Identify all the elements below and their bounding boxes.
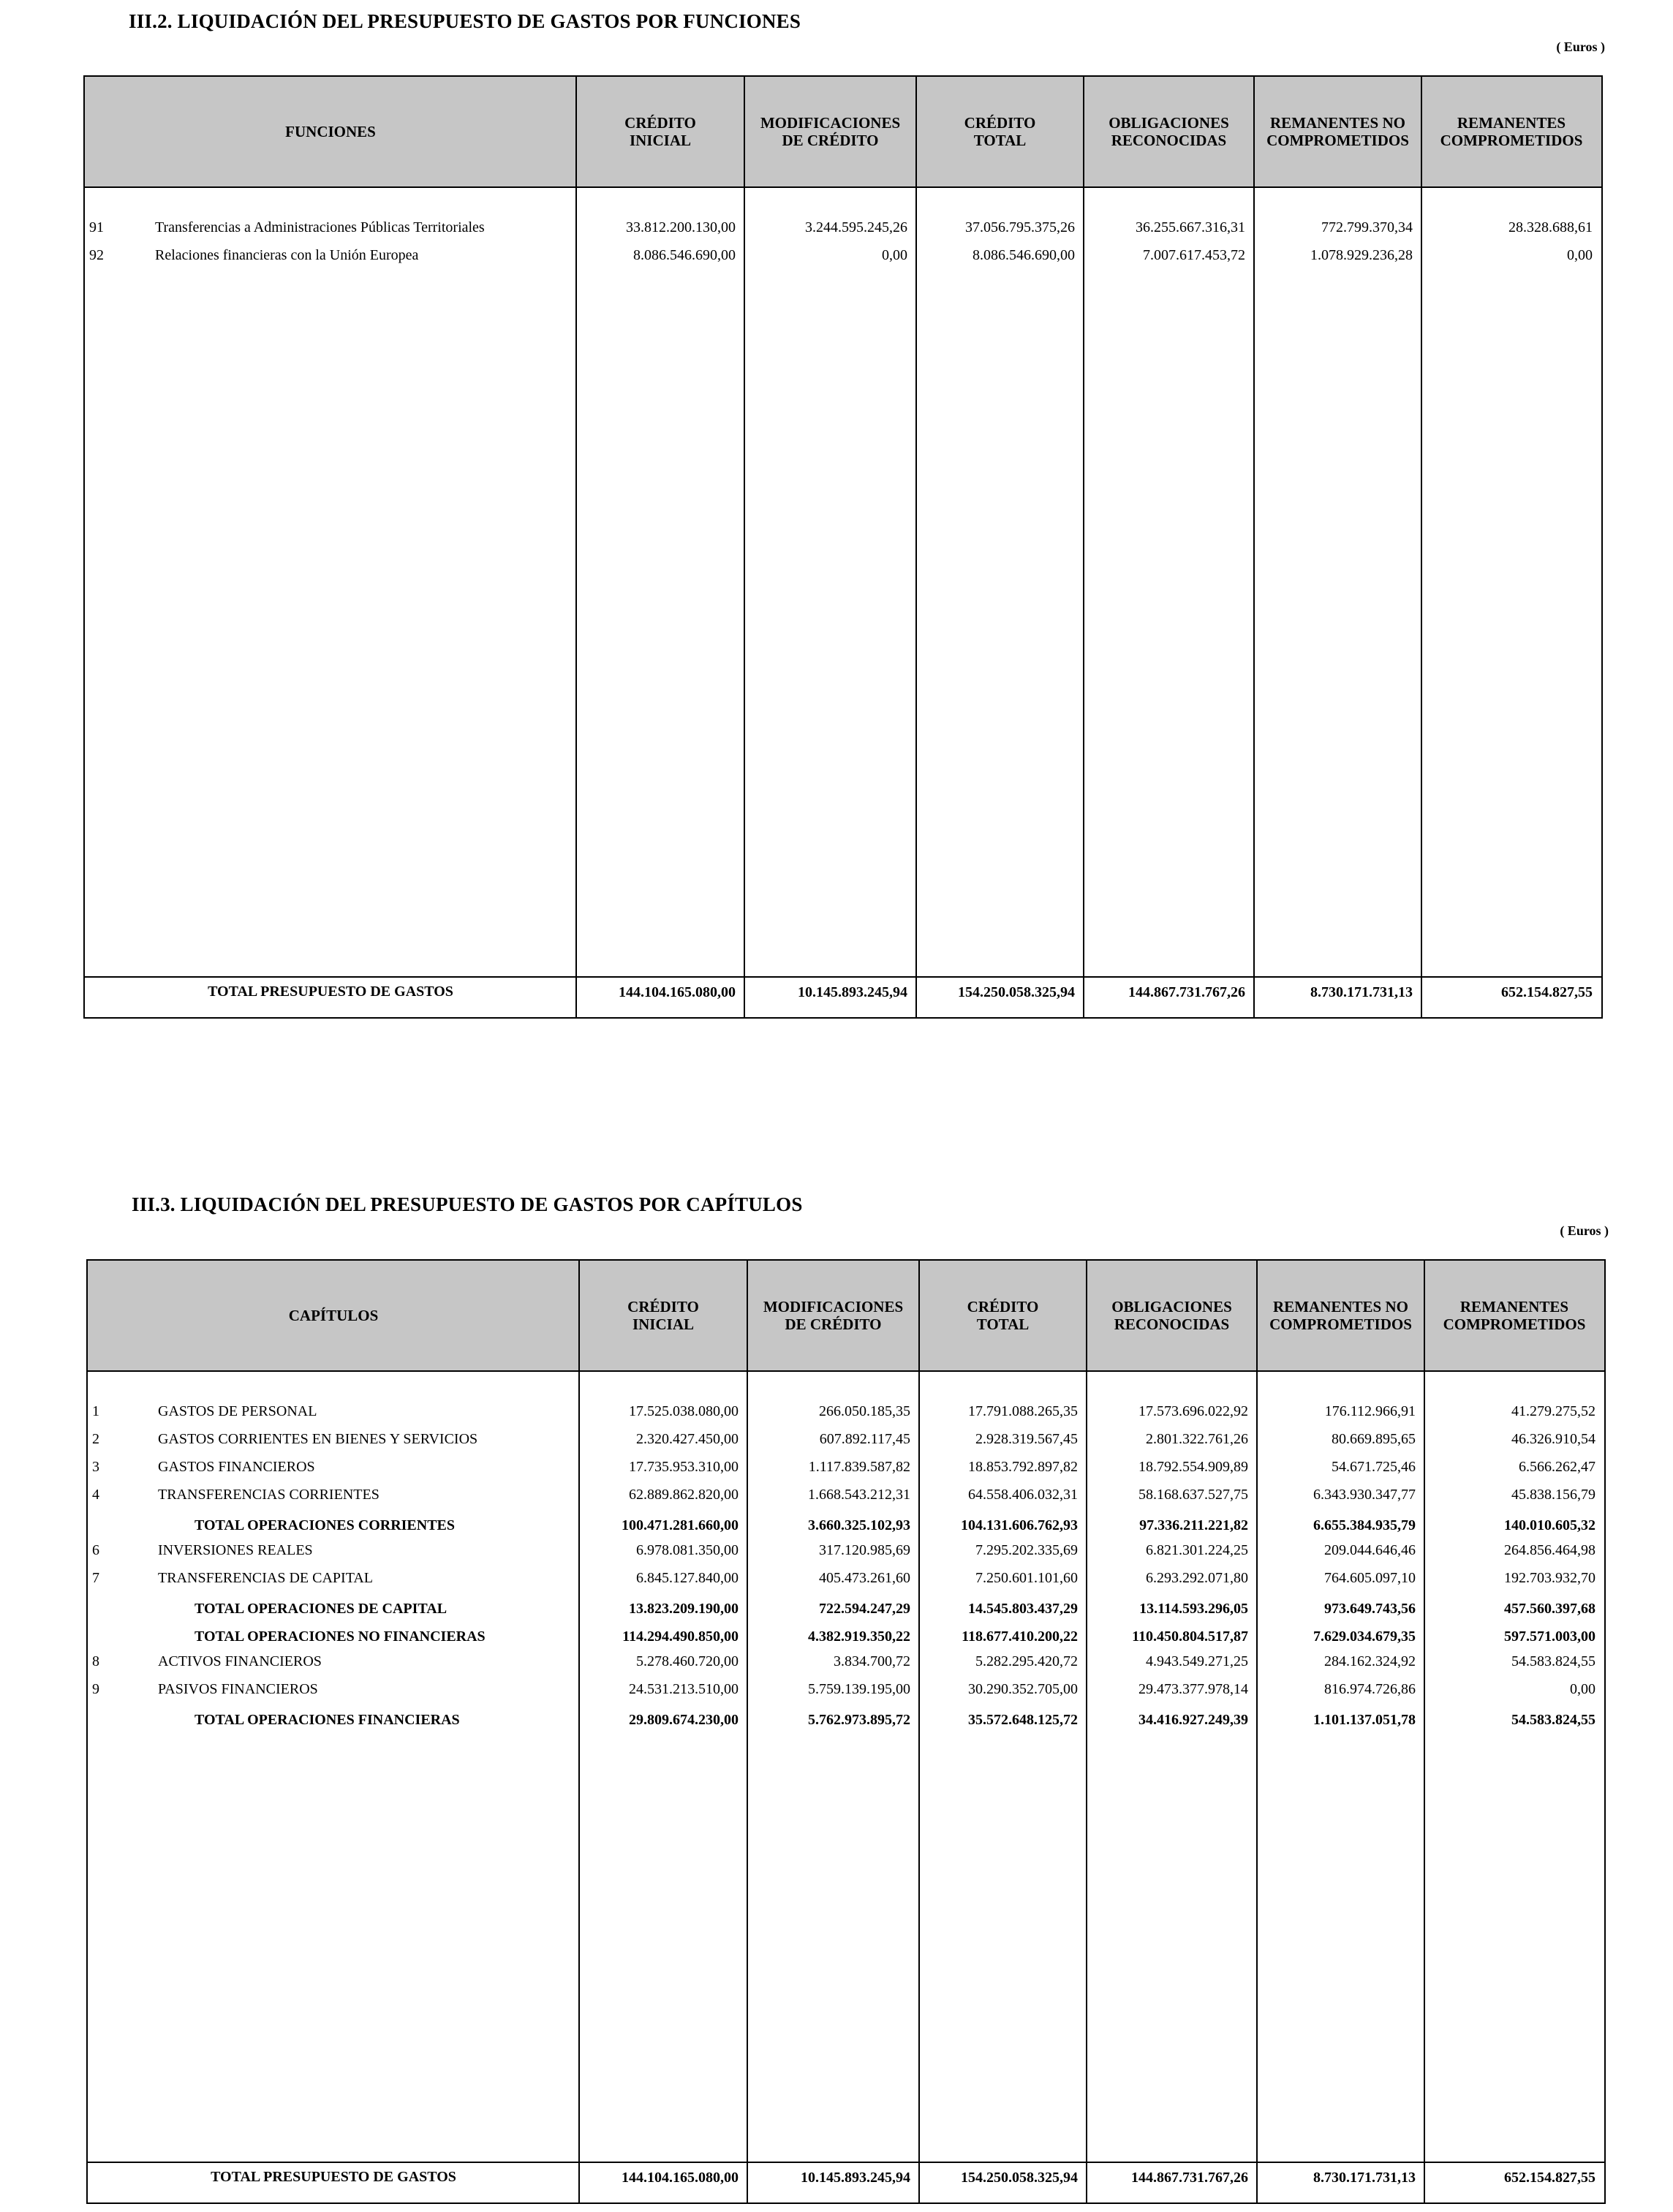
total-label: TOTAL PRESUPUESTO DE GASTOS: [211, 2169, 456, 2185]
row-label: Relaciones financieras con la Unión Europea: [155, 247, 419, 263]
row-value-col-5: 284.162.324,92: [1324, 1653, 1416, 1669]
header-first-column: CAPÍTULOS: [288, 1307, 379, 1324]
row-value-col-1: 13.823.209.190,00: [629, 1601, 739, 1617]
row-value-col-5: 54.671.725,46: [1332, 1459, 1416, 1475]
row-value-col-6: 28.328.688,61: [1508, 219, 1593, 235]
total-value-col-1: 144.104.165.080,00: [619, 984, 736, 1000]
row-label: ACTIVOS FINANCIEROS: [158, 1653, 322, 1669]
row-value-col-4: 34.416.927.249,39: [1138, 1712, 1248, 1728]
row-value-col-4: 2.801.322.761,26: [1146, 1431, 1248, 1447]
row-code: 91: [89, 219, 104, 235]
row-label: INVERSIONES REALES: [158, 1542, 313, 1558]
unit-label-funciones: ( Euros ): [1556, 39, 1605, 54]
row-value-col-4: 110.450.804.517,87: [1132, 1628, 1248, 1645]
row-value-col-3: 7.250.601.101,60: [975, 1570, 1078, 1586]
row-value-col-6: 41.279.275,52: [1511, 1403, 1595, 1419]
row-value-col-1: 100.471.281.660,00: [622, 1517, 739, 1533]
row-value-col-1: 114.294.490.850,00: [622, 1628, 739, 1645]
row-value-col-2: 266.050.185,35: [819, 1403, 910, 1419]
header-column-6: REMANENTES COMPROMETIDOS: [1443, 1298, 1586, 1333]
row-value-col-3: 17.791.088.265,35: [968, 1403, 1078, 1419]
row-value-col-4: 29.473.377.978,14: [1138, 1681, 1248, 1697]
table-funciones: [83, 75, 1603, 1019]
row-value-col-6: 6.566.262,47: [1519, 1459, 1595, 1475]
header-column-6: REMANENTES COMPROMETIDOS: [1440, 114, 1583, 149]
header-column-3: CRÉDITO TOTAL: [967, 1298, 1039, 1333]
row-value-col-6: 457.560.397,68: [1504, 1601, 1595, 1617]
total-label: TOTAL PRESUPUESTO DE GASTOS: [208, 984, 453, 1000]
row-value-col-1: 6.845.127.840,00: [636, 1570, 739, 1586]
table-row: [88, 1428, 1604, 1450]
row-value-col-3: 8.086.546.690,00: [973, 247, 1075, 263]
total-row: [85, 976, 1601, 1017]
row-code: 92: [89, 247, 104, 263]
row-value-col-1: 24.531.213.510,00: [629, 1681, 739, 1697]
row-value-col-6: 0,00: [1570, 1681, 1595, 1697]
row-value-col-1: 2.320.427.450,00: [636, 1431, 739, 1447]
table-row: [88, 1456, 1604, 1478]
header-column-1: CRÉDITO INICIAL: [627, 1298, 699, 1333]
row-value-col-2: 1.117.839.587,82: [808, 1459, 910, 1475]
row-value-col-2: 3.660.325.102,93: [808, 1517, 910, 1533]
row-value-col-5: 1.101.137.051,78: [1313, 1712, 1416, 1728]
table-row: [88, 1539, 1604, 1561]
table-header: [85, 77, 1601, 188]
row-value-col-6: 192.703.932,70: [1504, 1570, 1595, 1586]
row-code: 6: [92, 1542, 99, 1558]
row-code: 9: [92, 1681, 99, 1697]
row-value-col-1: 17.525.038.080,00: [629, 1403, 739, 1419]
row-value-col-1: 17.735.953.310,00: [629, 1459, 739, 1475]
section-title-capitulos: III.3. LIQUIDACIÓN DEL PRESUPUESTO DE GASTOS POR CAPÍTULOS: [132, 1193, 803, 1215]
header-column-2: MODIFICACIONES DE CRÉDITO: [763, 1298, 904, 1333]
row-value-col-3: 2.928.319.567,45: [975, 1431, 1078, 1447]
row-label: TOTAL OPERACIONES DE CAPITAL: [195, 1601, 447, 1617]
row-label: TRANSFERENCIAS CORRIENTES: [158, 1487, 379, 1503]
row-code: 7: [92, 1570, 99, 1586]
row-value-col-6: 45.838.156,79: [1511, 1487, 1595, 1503]
table-header: [88, 1261, 1604, 1372]
header-column-1: CRÉDITO INICIAL: [624, 114, 696, 149]
row-value-col-3: 35.572.648.125,72: [968, 1712, 1078, 1728]
row-value-col-3: 7.295.202.335,69: [975, 1542, 1078, 1558]
row-value-col-3: 18.853.792.897,82: [968, 1459, 1078, 1475]
row-label: PASIVOS FINANCIEROS: [158, 1681, 318, 1697]
row-value-col-6: 597.571.003,00: [1504, 1628, 1595, 1645]
header-column-4: OBLIGACIONES RECONOCIDAS: [1109, 114, 1229, 149]
row-value-col-1: 8.086.546.690,00: [633, 247, 736, 263]
row-value-col-4: 6.821.301.224,25: [1146, 1542, 1248, 1558]
row-value-col-1: 62.889.862.820,00: [629, 1487, 739, 1503]
row-value-col-2: 3.834.700,72: [834, 1653, 910, 1669]
row-value-col-4: 97.336.211.221,82: [1139, 1517, 1248, 1533]
row-code: 2: [92, 1431, 99, 1447]
header-column-5: REMANENTES NO COMPROMETIDOS: [1266, 114, 1409, 149]
row-value-col-1: 29.809.674.230,00: [629, 1712, 739, 1728]
row-value-col-3: 37.056.795.375,26: [965, 219, 1075, 235]
row-value-col-2: 3.244.595.245,26: [805, 219, 907, 235]
row-value-col-4: 7.007.617.453,72: [1143, 247, 1245, 263]
total-value-col-4: 144.867.731.767,26: [1131, 2170, 1248, 2186]
row-value-col-5: 80.669.895,65: [1332, 1431, 1416, 1447]
row-value-col-2: 607.892.117,45: [819, 1431, 910, 1447]
row-value-col-2: 317.120.985,69: [819, 1542, 910, 1558]
total-value-col-5: 8.730.171.731,13: [1310, 984, 1413, 1000]
total-value-col-5: 8.730.171.731,13: [1313, 2170, 1416, 2186]
row-value-col-6: 264.856.464,98: [1504, 1542, 1595, 1558]
table-capitulos: [86, 1259, 1606, 2204]
row-label: GASTOS DE PERSONAL: [158, 1403, 317, 1419]
row-label: TOTAL OPERACIONES CORRIENTES: [195, 1517, 456, 1533]
row-value-col-5: 6.343.930.347,77: [1313, 1487, 1416, 1503]
row-value-col-5: 176.112.966,91: [1324, 1403, 1416, 1419]
unit-label-capitulos: ( Euros ): [1560, 1223, 1609, 1238]
row-label: GASTOS CORRIENTES EN BIENES Y SERVICIOS: [158, 1431, 478, 1447]
row-value-col-3: 104.131.606.762,93: [961, 1517, 1078, 1533]
row-value-col-5: 1.078.929.236,28: [1310, 247, 1413, 263]
row-value-col-5: 816.974.726,86: [1324, 1681, 1416, 1697]
row-label: Transferencias a Administraciones Públicas Territoriales: [155, 219, 485, 235]
total-row: [88, 2162, 1604, 2202]
subtotal-row: [88, 1626, 1604, 1647]
subtotal-row: [88, 1514, 1604, 1536]
row-value-col-4: 13.114.593.296,05: [1139, 1601, 1248, 1617]
header-first-column: FUNCIONES: [285, 123, 376, 140]
total-value-col-3: 154.250.058.325,94: [961, 2170, 1078, 2186]
total-value-col-6: 652.154.827,55: [1504, 2170, 1595, 2186]
row-label: TOTAL OPERACIONES FINANCIERAS: [195, 1712, 460, 1728]
table-row: [88, 1650, 1604, 1672]
row-value-col-5: 772.799.370,34: [1321, 219, 1413, 235]
row-value-col-6: 54.583.824,55: [1511, 1653, 1595, 1669]
row-value-col-4: 17.573.696.022,92: [1138, 1403, 1248, 1419]
total-value-col-2: 10.145.893.245,94: [801, 2170, 910, 2186]
table-row: [88, 1678, 1604, 1700]
row-code: 1: [92, 1403, 99, 1419]
row-value-col-5: 764.605.097,10: [1324, 1570, 1416, 1586]
row-value-col-4: 58.168.637.527,75: [1138, 1487, 1248, 1503]
row-value-col-5: 973.649.743,56: [1324, 1601, 1416, 1617]
row-value-col-2: 5.762.973.895,72: [808, 1712, 910, 1728]
row-value-col-2: 1.668.543.212,31: [808, 1487, 910, 1503]
row-label: GASTOS FINANCIEROS: [158, 1459, 315, 1475]
row-label: TOTAL OPERACIONES NO FINANCIERAS: [195, 1628, 486, 1645]
total-value-col-6: 652.154.827,55: [1501, 984, 1593, 1000]
subtotal-row: [88, 1598, 1604, 1620]
total-value-col-4: 144.867.731.767,26: [1128, 984, 1245, 1000]
row-value-col-5: 209.044.646,46: [1324, 1542, 1416, 1558]
row-value-col-6: 140.010.605,32: [1504, 1517, 1595, 1533]
row-value-col-3: 118.677.410.200,22: [962, 1628, 1078, 1645]
row-value-col-6: 54.583.824,55: [1511, 1712, 1595, 1728]
table-row: [88, 1484, 1604, 1506]
table-row: [85, 216, 1601, 238]
row-value-col-4: 6.293.292.071,80: [1146, 1570, 1248, 1586]
row-value-col-2: 0,00: [882, 247, 907, 263]
row-value-col-4: 36.255.667.316,31: [1136, 219, 1245, 235]
table-row: [88, 1400, 1604, 1422]
row-value-col-3: 5.282.295.420,72: [975, 1653, 1078, 1669]
row-value-col-2: 405.473.261,60: [819, 1570, 910, 1586]
row-value-col-4: 18.792.554.909,89: [1138, 1459, 1248, 1475]
row-value-col-5: 6.655.384.935,79: [1313, 1517, 1416, 1533]
row-value-col-3: 14.545.803.437,29: [968, 1601, 1078, 1617]
row-value-col-3: 30.290.352.705,00: [968, 1681, 1078, 1697]
section-title-funciones: III.2. LIQUIDACIÓN DEL PRESUPUESTO DE GASTOS POR FUNCIONES: [129, 10, 801, 32]
row-value-col-1: 33.812.200.130,00: [626, 219, 736, 235]
table-row: [88, 1567, 1604, 1589]
row-value-col-2: 722.594.247,29: [819, 1601, 910, 1617]
header-column-5: REMANENTES NO COMPROMETIDOS: [1269, 1298, 1412, 1333]
row-value-col-1: 6.978.081.350,00: [636, 1542, 739, 1558]
row-value-col-4: 4.943.549.271,25: [1146, 1653, 1248, 1669]
header-column-4: OBLIGACIONES RECONOCIDAS: [1111, 1298, 1232, 1333]
subtotal-row: [88, 1709, 1604, 1731]
total-value-col-1: 144.104.165.080,00: [622, 2170, 739, 2186]
row-label: TRANSFERENCIAS DE CAPITAL: [158, 1570, 373, 1586]
total-value-col-3: 154.250.058.325,94: [958, 984, 1075, 1000]
header-column-3: CRÉDITO TOTAL: [964, 114, 1036, 149]
row-code: 4: [92, 1487, 99, 1503]
total-value-col-2: 10.145.893.245,94: [798, 984, 907, 1000]
row-value-col-3: 64.558.406.032,31: [968, 1487, 1078, 1503]
row-value-col-2: 4.382.919.350,22: [808, 1628, 910, 1645]
row-value-col-6: 46.326.910,54: [1511, 1431, 1595, 1447]
row-value-col-2: 5.759.139.195,00: [808, 1681, 910, 1697]
row-value-col-6: 0,00: [1567, 247, 1593, 263]
row-code: 3: [92, 1459, 99, 1475]
row-value-col-1: 5.278.460.720,00: [636, 1653, 739, 1669]
row-value-col-5: 7.629.034.679,35: [1313, 1628, 1416, 1645]
table-row: [85, 244, 1601, 266]
header-column-2: MODIFICACIONES DE CRÉDITO: [760, 114, 901, 149]
row-code: 8: [92, 1653, 99, 1669]
